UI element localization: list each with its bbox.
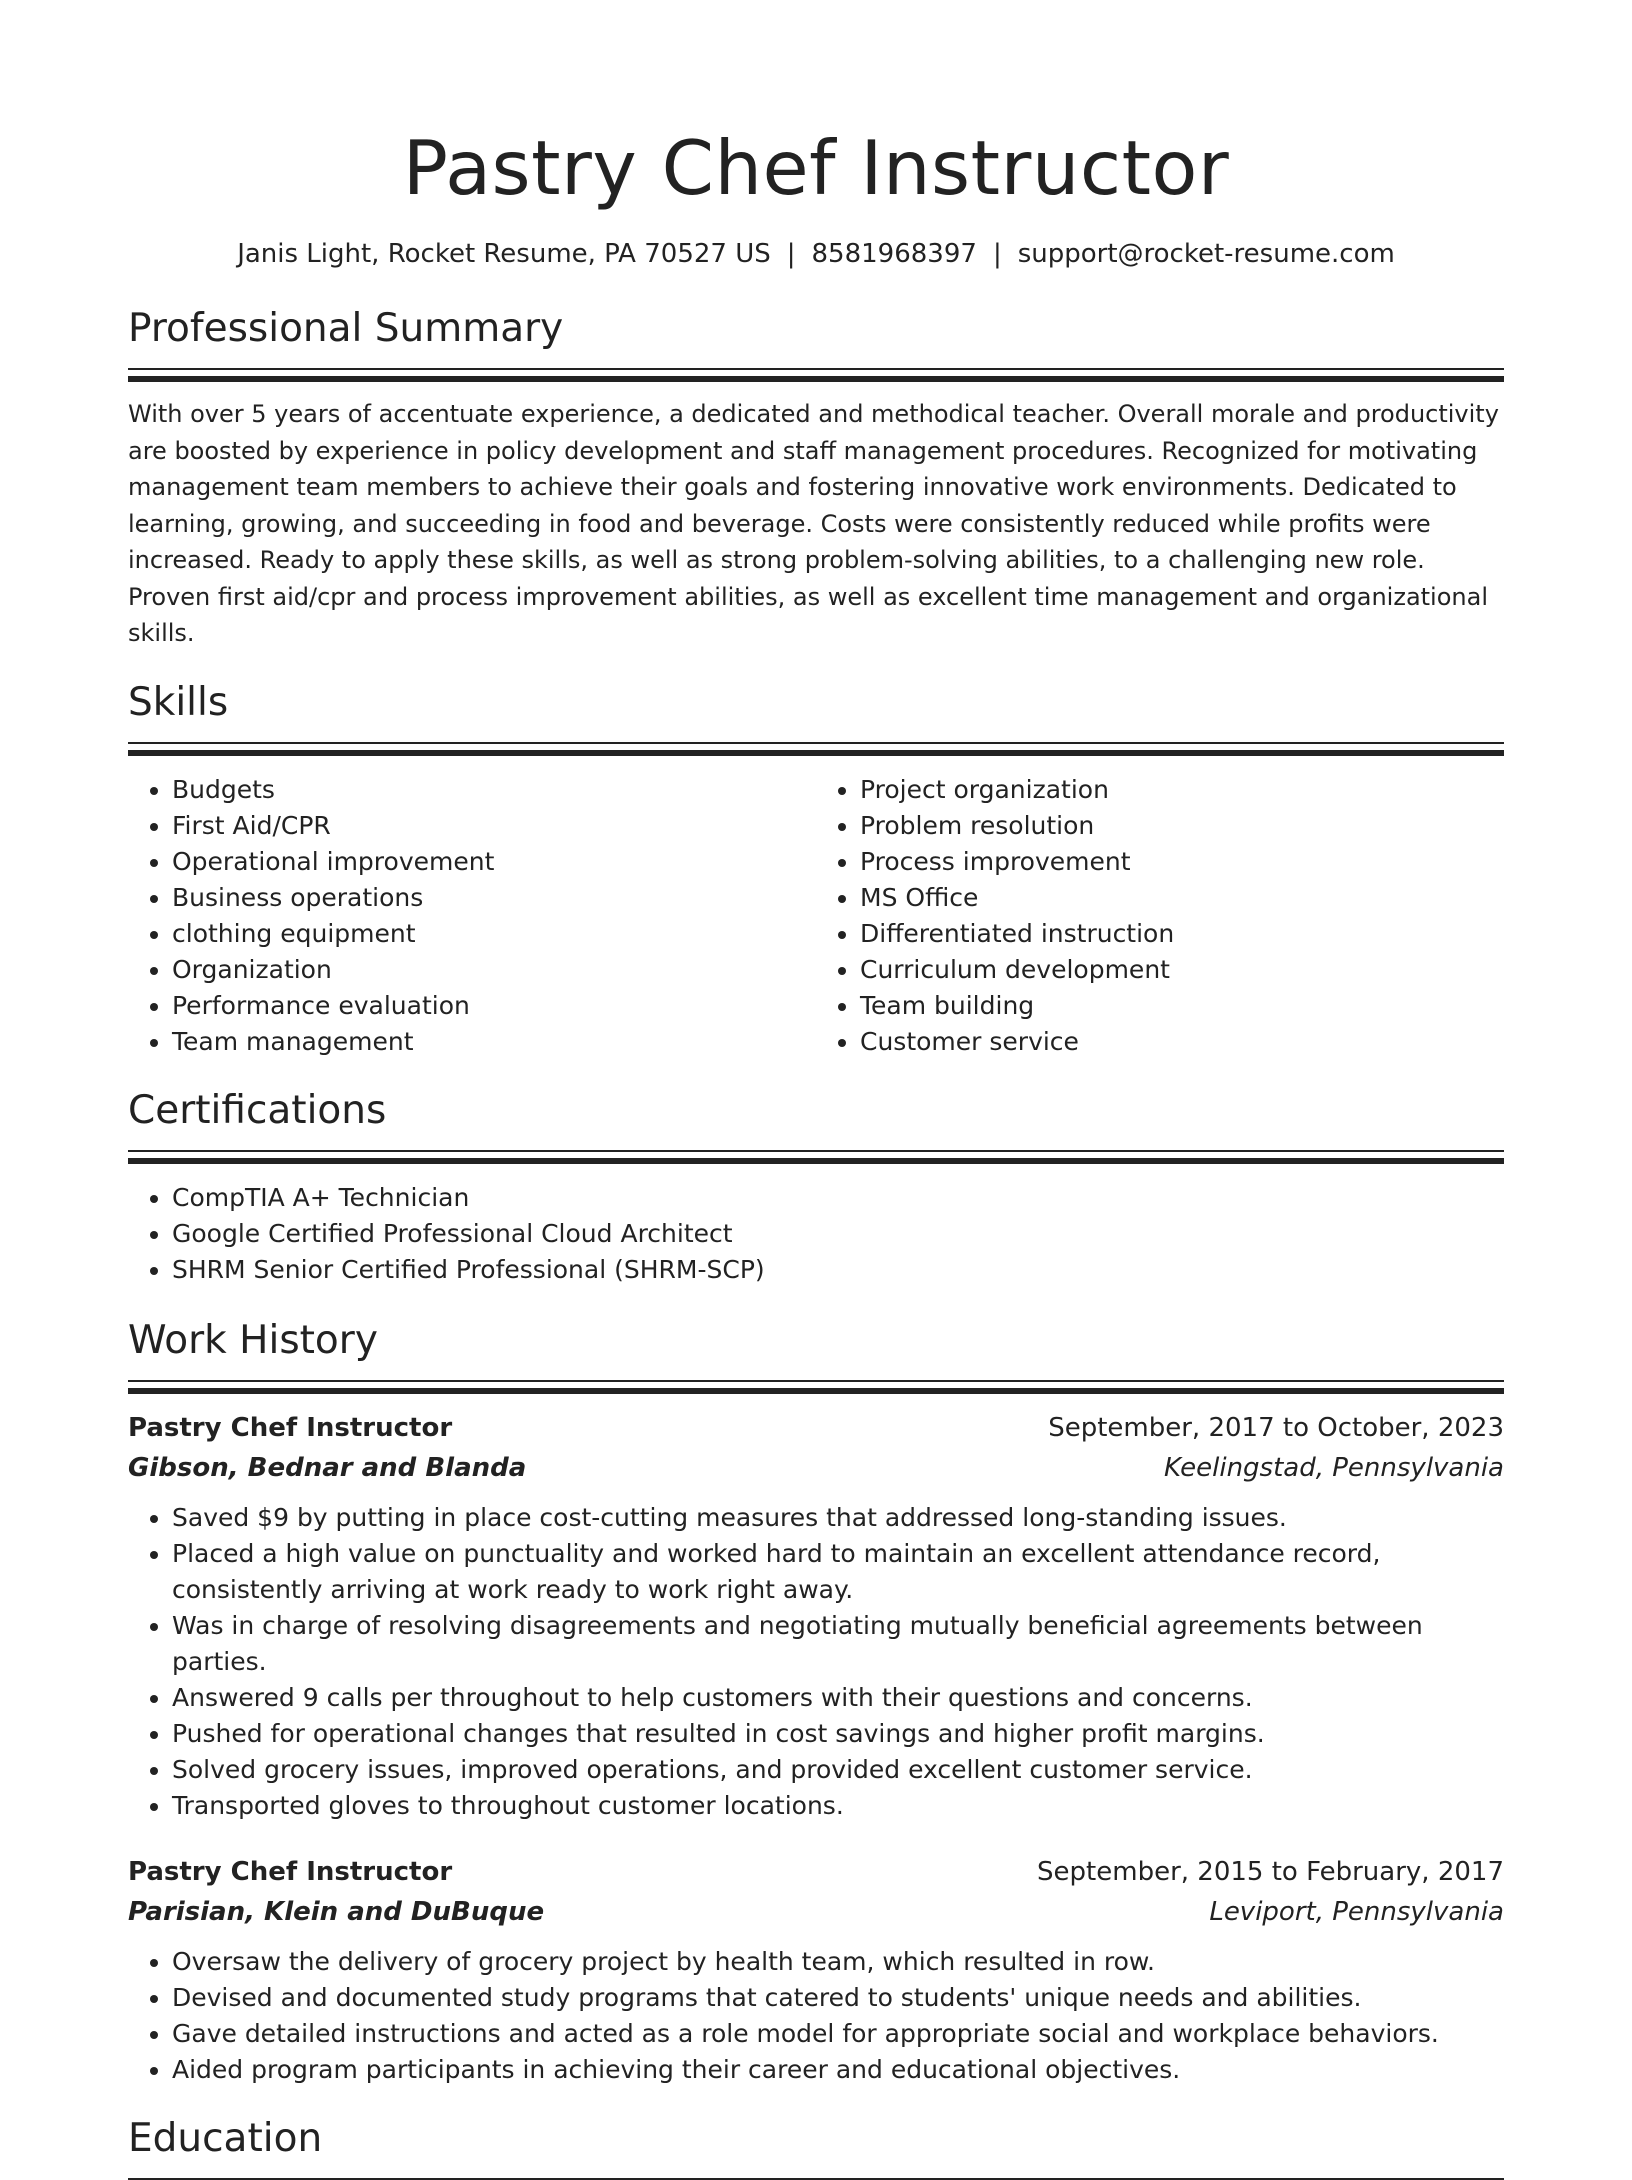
job-header — [128, 1408, 1504, 1448]
skill-item: • Team management — [172, 1024, 816, 1060]
job-bullet: • Gave detailed instructions and acted as a role model for appropriate social and workplace behaviors. — [172, 2016, 1504, 2052]
job-subheader — [128, 1892, 1504, 1932]
section-divider — [128, 1380, 1504, 1382]
skill-item: • Customer service — [860, 1024, 1504, 1060]
contact-line — [128, 234, 1504, 274]
section-title-education: Education — [128, 2115, 323, 2161]
skill-item: • MS Office — [860, 880, 1504, 916]
section-divider — [128, 368, 1504, 370]
contact-email: support@rocket-resume.com — [1017, 239, 1395, 269]
section-divider-thick — [128, 750, 1504, 756]
job-bullets — [128, 1500, 1504, 1824]
section-divider-thick — [128, 1388, 1504, 1394]
skill-item: • First Aid/CPR — [172, 808, 816, 844]
skills-section — [128, 678, 1504, 1060]
contact-separator: | — [786, 239, 796, 269]
job-bullet: • Solved grocery issues, improved operations, and provided excellent customer service. — [172, 1752, 1504, 1788]
certifications-section — [128, 1086, 1504, 1288]
section-title-summary: Professional Summary — [128, 306, 564, 351]
skill-item: • Problem resolution — [860, 808, 1504, 844]
job-header — [128, 1852, 1504, 1892]
section-title-work-history: Work History — [128, 1317, 378, 1363]
job-title: Pastry Chef Instructor — [128, 1412, 453, 1443]
skills-grid — [128, 772, 1504, 1060]
skill-item: • Operational improvement — [172, 844, 816, 880]
section-divider — [128, 742, 1504, 744]
resume-name: Pastry Chef Instructor — [402, 124, 1230, 212]
skill-item: • clothing equipment — [172, 916, 816, 952]
job-title: Pastry Chef Instructor — [128, 1856, 453, 1887]
job-company: Gibson, Bednar and Blanda — [128, 1452, 527, 1483]
certification-item: • SHRM Senior Certified Professional (SHRM-SCP) — [172, 1252, 1504, 1288]
skills-list-left — [128, 772, 816, 1060]
skill-item: • Project organization — [860, 772, 1504, 808]
section-divider-thick — [128, 1158, 1504, 1164]
job-subheader — [128, 1448, 1504, 1488]
job-bullet: • Aided program participants in achieving their career and educational objectives. — [172, 2052, 1504, 2088]
job-entry — [128, 1852, 1504, 2088]
job-bullet: • Transported gloves to throughout customer locations. — [172, 1788, 1504, 1824]
job-bullet: • Placed a high value on punctuality and worked hard to maintain an excellent attendance record, consistently arriving at work ready to work right away. — [172, 1536, 1504, 1608]
job-bullet: • Was in charge of resolving disagreements and negotiating mutually beneficial agreements between parties. — [172, 1608, 1504, 1680]
education-section — [128, 2114, 1504, 2180]
section-divider — [128, 1150, 1504, 1152]
job-dates: September, 2015 to February, 2017 — [1037, 1856, 1504, 1887]
skill-item: • Team building — [860, 988, 1504, 1024]
job-bullet: • Saved $9 by putting in place cost-cutting measures that addressed long-standing issues. — [172, 1500, 1504, 1536]
skills-list-right — [816, 772, 1504, 1060]
contact-phone: 8581968397 — [811, 239, 977, 269]
certifications-list — [128, 1180, 1504, 1288]
section-title-skills: Skills — [128, 679, 229, 725]
skill-item: • Organization — [172, 952, 816, 988]
certification-item: • Google Certified Professional Cloud Architect — [172, 1216, 1504, 1252]
work-history-section — [128, 1316, 1504, 2088]
job-entry — [128, 1408, 1504, 1824]
summary-text: With over 5 years of accentuate experience, a dedicated and methodical teacher. Overall morale and productivity are boosted by experience in policy development and staff management procedures. Recognized for motivating management team members to achieve their goals and fostering innovative work environments. Dedicated to learning, growing, and succeeding in food and beverage. Costs were consistently reduced while profits were increased. Ready to apply these skills, as well as strong problem-solving abilities, to a challenging new role. Proven first aid/cpr and process improvement abilities, as well as excellent time management and organizational skills. — [128, 400, 1499, 647]
job-bullet: • Answered 9 calls per throughout to help customers with their questions and concerns. — [172, 1680, 1504, 1716]
job-bullet: • Oversaw the delivery of grocery project by health team, which resulted in row. — [172, 1944, 1504, 1980]
job-company: Parisian, Klein and DuBuque — [128, 1896, 545, 1927]
certification-item: • CompTIA A+ Technician — [172, 1180, 1504, 1216]
summary-section — [128, 304, 1504, 652]
section-divider-thick — [128, 376, 1504, 382]
contact-separator: | — [992, 239, 1002, 269]
job-location: Keelingstad, Pennsylvania — [1164, 1452, 1504, 1483]
resume-page — [128, 0, 1504, 2180]
skill-item: • Process improvement — [860, 844, 1504, 880]
section-title-certifications: Certifications — [128, 1087, 387, 1133]
skill-item: • Curriculum development — [860, 952, 1504, 988]
job-bullet: • Pushed for operational changes that resulted in cost savings and higher profit margins. — [172, 1716, 1504, 1752]
skill-item: • Differentiated instruction — [860, 916, 1504, 952]
job-location: Leviport, Pennsylvania — [1209, 1896, 1504, 1927]
skill-item: • Budgets — [172, 772, 816, 808]
skill-item: • Business operations — [172, 880, 816, 916]
job-bullet: • Devised and documented study programs that catered to students' unique needs and abilities. — [172, 1980, 1504, 2016]
job-dates: September, 2017 to October, 2023 — [1048, 1412, 1504, 1443]
skill-item: • Performance evaluation — [172, 988, 816, 1024]
job-bullets — [128, 1944, 1504, 2088]
section-divider — [128, 2178, 1504, 2180]
contact-address: Janis Light, Rocket Resume, PA 70527 US — [237, 239, 771, 269]
